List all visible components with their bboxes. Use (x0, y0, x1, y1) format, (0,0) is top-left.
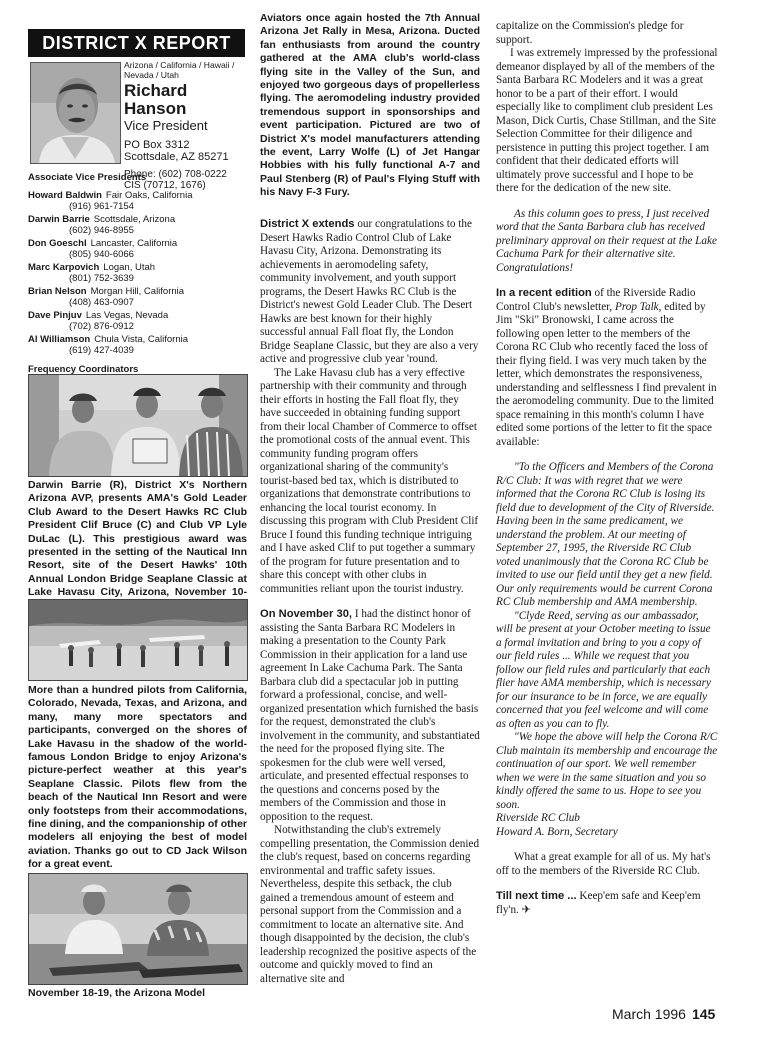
page-number: 145 (691, 1006, 716, 1022)
column-banner: DISTRICT X REPORT (28, 29, 245, 57)
letter-paragraph-1: "To the Officers and Members of the Corona R/C Club: It was with regret that we were informed that the Corona RC Club is losing its field due to development of the City of Riverside. Having been in the same predicament, we understand the problem. At our meeting of September 27, 1995, the Riverside RC Club voted unanimously that the Corona RC Club be invited to use our field until they get a new field. Our only requirements would be current Corona RC Club membership and AMA membership. (496, 461, 715, 608)
article-column-2 (260, 218, 480, 986)
avp-person: Howard Baldwin Fair Oaks, California (916) 961-7154 (28, 190, 193, 212)
jet-rally-photo (28, 873, 248, 985)
award-photo (28, 374, 248, 477)
paragraph-continuation: capitalize on the Commission's pledge for support. (496, 20, 684, 46)
vp-name: Richard Hanson (124, 81, 188, 118)
letter-paragraph-3: "We hope the above will help the Corona R/C Club maintain its membership and encourage the continuation of our sport. We well remember when we were in the same situation and you so kindly offered the same to us. Hope to see you soon. (496, 731, 718, 811)
avp-person: Dave Pinjuv Las Vegas, Nevada (702) 876-0912 (28, 310, 169, 332)
paragraph-riverside: In a recent edition of the Riverside Radio Control Club's newsletter, Prop Talk, edited by Jim "Ski" Bronowski, I came across the following open letter to the members of the Corona RC Club who recently faced the loss of their flying field. I was very much taken by the letter, which demonstrates the responsiveness, understanding and selflessness I find prevalent in the aeromodeling community. Due to the limited space remaining in this month's column I have edited some portions of the letter to fit the space available: (496, 287, 717, 448)
letter-paragraph-2: "Clyde Reed, serving as our ambassador, will be present at your October meeting to issue a formal invitation and bring to you a copy of our field rules ... While we request that you follow our field rules and particularly that each flier have AMA membership, which is necessary for our insurance to be in force, we are equally concerned that you feel welcome and will come as often as you can to fly. (496, 609, 711, 730)
paragraph-press-note: As this column goes to press, I just received word that the Santa Barbara club has received preliminary approval on their request at the Lake Cachuma Park for their alternative site. Congratulations! (496, 207, 717, 274)
letter-signature-name: Howard A. Born, Secretary (496, 825, 618, 838)
page-footer (612, 1005, 715, 1023)
paragraph-lake-havasu: The Lake Havasu club has a very effective partnership with their community and through their efforts in hosting the Fall float fly, they have succeeded in obtaining funding support from their local Chamber of Commerce to offset the promotional costs of the annual event. This community funding program offers organizational sharing of the community's tourist-based bed tax, which is distributed to organizations that demonstrate contributions to enhancing the local tourist economy. In discussing this program with Club President Clif Bruce I found this funding technique intriguing and I have asked Clif to put together a summary of the program for future presentation and to share this concept with other clubs in communities reliant upon the tourist industry. (260, 366, 479, 595)
letter-signature-club: Riverside RC Club (496, 812, 580, 824)
paragraph-santa-barbara: On November 30, I had the distinct honor of assisting the Santa Barbara RC Modelers in making a presentation to the County Park Commission in their application for a land use agreement In Lake Cachuma Park. The Santa Barbara club did a spectacular job in putting forward a professional, concise, and well-organized presentation which furnished the basis for the request, demonstrated the club's involvement in the community, and substantiated the need for the proposed flying site. The spokesmen for the club were well versed, articulate, and presented effectual responses to the questions and concerns posed by the members of the Commission and those in opposition to the request. (260, 608, 480, 823)
vp-phone: Phone: (602) 708-0222 (124, 169, 227, 180)
seaplane-classic-photo (28, 599, 248, 681)
issue-date: March 1996 (612, 1006, 686, 1022)
avp-person: Al Williamson Chula Vista, California (619) 427-4039 (28, 334, 189, 356)
frequency-heading: Frequency Coordinators (28, 364, 139, 375)
vp-cis: CIS (70712, 1676) (124, 180, 206, 191)
paragraph-gold-leader: District X extends our congratulations to the Desert Hawks Radio Control Club of Lake Havasu City, Arizona. Demonstrating its achievements in aeromodeling safety, community involvement, and youth support programs, the Desert Hawks RC Club is the District's newest Gold Leader Club. The Desert Hawks are best known for their highly successful annual Fall float fly, the London Bridge Seaplane Classic, but they are also a very active and progressive club year 'round. (260, 218, 479, 365)
vp-address-line1: PO Box 3312 (124, 139, 190, 151)
vp-region: Arizona / California / Hawaii / Nevada / Utah (124, 60, 235, 80)
jet-rally-caption-continued: Aviators once again hosted the 7th Annual Arizona Jet Rally in Mesa, Arizona. Ducted fan enthusiasts from around the country gathered at the AMA club's world-class flying site in the Valley of the Sun, and enjoyed two gorgeous days of propellerless flying. The aeromodeling industry provided tremendous support in sponsorships and event participation. Pictured are two of District X's model manufacturers attending the event, Larry Wolfe (L) of Jet Hangar Hobbies with his fully functional A-7 and Paul Stenberg (R) of Paul's Flying Stuff with his Navy F-3 Fury. (260, 12, 480, 199)
jet-rally-caption: November 18-19, the Arizona Model (28, 987, 205, 999)
avp-person: Brian Nelson Morgan Hill, California (408) 463-0907 (28, 286, 185, 308)
vice-president-photo (30, 62, 121, 164)
paragraph-commission-decision: Notwithstanding the club's extremely compelling presentation, the Commission denied the club's request, based on concerns regarding environmental and traffic safety issues. Nevertheless, despite this setback, the club gained a tremendous amount of esteem and personal support from the Commission and a commitment to locate an alternative site. And though disappointed by the decision, the club's leadership recognized the positive aspects of the outcome and quickly moved to find an alternative site and (260, 824, 480, 985)
avp-person: Darwin Barrie Scottsdale, Arizona (602) 946-8955 (28, 214, 176, 236)
paragraph-great-example: What a great example for all of us. My hat's off to the members of the Riverside RC Club. (496, 851, 711, 877)
vp-title: Vice President (124, 118, 208, 133)
avp-person: Marc Karpovich Logan, Utah (801) 752-3639 (28, 262, 156, 284)
seaplane-classic-caption: More than a hundred pilots from California, Colorado, Nevada, Texas, and Arizona, and many, many more spectators and participants, converged on the shores of Lake Havasu in the shadow of the world-famous London Bridge to enjoy Arizona's picture-perfect weather at this year's Seaplane Classic. Pilots flew from the beach of the Nautical Inn Resort and were only footsteps from their accommodations, fine dining, and the companionship of other modelers all enjoying the best of model aviation. Thanks go out to CD Jack Wilson for a great event. (28, 684, 247, 871)
paragraph-impressed: I was extremely impressed by the professional demeanor displayed by all of the members of the Santa Barbara RC Modelers and it was a great honor to be a part of their effort. I would especially like to compliment club president Les Mason, Dick Curtis, Chase Stillman, and the Site Selection Committee for their diligence and persistence in putting this project together. I am confident that their dedicated efforts will ultimately prove successful and I hope to be there for the dedication of the new site. (496, 47, 718, 194)
vp-address-line2: Scottsdale, AZ 85271 (124, 151, 229, 163)
avp-person: Don Goeschl Lancaster, California (805) 940-6066 (28, 238, 178, 260)
award-photo-caption: Darwin Barrie (R), District X's Northern Arizona AVP, presents AMA's Gold Leader Club Award to the Desert Hawks RC Club President Clif Bruce (C) and Club VP Lyle DuLac (L). This prestigious award was presented in the setting of the Nautical Inn Resort, site of the Desert Hawks' 10th Annual London Bridge Seaplane Classic at Lake Havasu City, Arizona, November 10- (28, 479, 247, 599)
article-column-3 (496, 20, 718, 917)
avp-heading: Associate Vice Presidents (28, 172, 147, 183)
paragraph-sign-off: Till next time ... Keep'em safe and Keep'em fly'n. ✈ (496, 890, 701, 916)
